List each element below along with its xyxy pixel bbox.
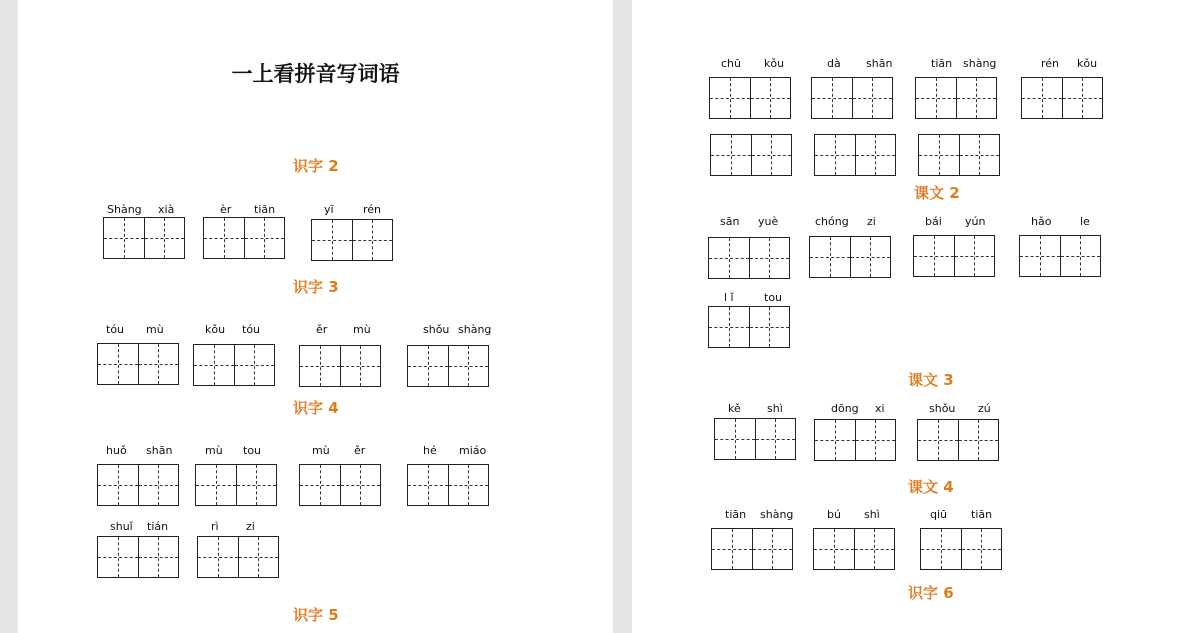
writing-grid[interactable]: [813, 528, 895, 570]
word-item: [709, 57, 793, 121]
word-item: [311, 203, 395, 263]
word-item: [920, 508, 1004, 572]
word-item: [97, 520, 181, 578]
pinyin-label: shǒu shàng: [423, 323, 492, 336]
word-item: [1021, 57, 1105, 121]
word-item: [97, 444, 181, 502]
writing-grid[interactable]: [193, 344, 275, 386]
writing-grid[interactable]: [711, 528, 793, 570]
pinyin-label: l ǐ tou: [724, 291, 783, 304]
word-item: [917, 402, 1001, 464]
pinyin-label: qiū tiān: [930, 508, 993, 521]
word-item: [1019, 215, 1103, 279]
writing-grid[interactable]: [1021, 77, 1103, 119]
pinyin-label: kě shì: [728, 402, 783, 415]
pinyin-label: bái yún: [925, 215, 986, 228]
pinyin-label: dà shān: [827, 57, 893, 70]
document-title: 一上看拼音写词语: [231, 62, 400, 86]
word-item: [915, 57, 999, 121]
writing-grid[interactable]: [811, 77, 893, 119]
section-heading: 识字 2: [293, 157, 339, 175]
pinyin-label: sān yuè: [720, 215, 779, 228]
pinyin-label: yī rén: [324, 203, 382, 216]
writing-grid[interactable]: [918, 134, 1000, 176]
word-item: [299, 444, 383, 502]
writing-grid[interactable]: [97, 464, 179, 506]
word-item: [193, 323, 277, 381]
writing-grid[interactable]: [103, 217, 185, 259]
pinyin-label: hé miáo: [423, 444, 487, 457]
document-page-right: [632, 0, 1198, 633]
section-heading: 课文 3: [908, 371, 954, 389]
pinyin-label: mù ěr: [312, 444, 366, 457]
writing-grid[interactable]: [915, 77, 997, 119]
word-item: [711, 508, 795, 572]
word-item: [407, 323, 491, 381]
pinyin-label: hǎo le: [1031, 215, 1090, 228]
writing-grid[interactable]: [1019, 235, 1101, 277]
writing-grid[interactable]: [920, 528, 1002, 570]
writing-grid[interactable]: [195, 464, 277, 506]
writing-grid[interactable]: [299, 464, 381, 506]
writing-grid[interactable]: [809, 236, 891, 278]
pinyin-label: tóu mù: [106, 323, 164, 336]
writing-grid[interactable]: [917, 419, 999, 461]
word-item: [407, 444, 491, 502]
word-item: [197, 520, 281, 578]
writing-grid[interactable]: [814, 134, 896, 176]
word-item: [708, 215, 792, 279]
section-heading: 课文 2: [914, 184, 960, 202]
writing-grid[interactable]: [97, 536, 179, 578]
section-heading: 识字 3: [293, 278, 339, 296]
word-item: [714, 402, 798, 464]
word-item: [811, 57, 895, 121]
word-item: [813, 508, 897, 572]
pinyin-label: rì zi: [211, 520, 255, 533]
writing-grid[interactable]: [407, 464, 489, 506]
pinyin-label: shuǐ tián: [110, 520, 169, 533]
pinyin-label: ěr mù: [316, 323, 371, 336]
word-item: [299, 323, 383, 381]
word-item: [809, 215, 893, 279]
word-item: [203, 203, 287, 261]
pinyin-label: rén kǒu: [1041, 57, 1098, 70]
word-item: [913, 215, 997, 279]
writing-grid[interactable]: [311, 219, 393, 261]
section-heading: 课文 4: [908, 478, 954, 496]
pinyin-label: Shàng xià: [107, 203, 175, 216]
writing-grid[interactable]: [299, 345, 381, 387]
pinyin-label: bú shì: [827, 508, 880, 521]
writing-grid[interactable]: [814, 419, 896, 461]
writing-grid[interactable]: [407, 345, 489, 387]
section-heading: 识字 6: [908, 584, 954, 602]
writing-grid[interactable]: [714, 418, 796, 460]
pinyin-label: kǒu tóu: [205, 323, 261, 336]
pinyin-label: èr tiān: [220, 203, 276, 216]
word-item: [195, 444, 279, 502]
pinyin-label: dōng xi: [831, 402, 885, 415]
word-item: [814, 402, 898, 464]
word-item: [103, 203, 187, 261]
writing-grid[interactable]: [913, 235, 995, 277]
section-heading: 识字 4: [293, 399, 339, 417]
pinyin-label: huǒ shān: [106, 444, 173, 457]
writing-grid[interactable]: [203, 217, 285, 259]
writing-grid[interactable]: [710, 134, 792, 176]
word-item: [97, 323, 181, 381]
writing-grid[interactable]: [197, 536, 279, 578]
word-item: [708, 291, 792, 351]
document-page-left: [18, 0, 613, 633]
writing-grid[interactable]: [709, 77, 791, 119]
writing-grid[interactable]: [708, 306, 790, 348]
pinyin-label: tiān shàng: [931, 57, 997, 70]
pinyin-label: shǒu zú: [929, 402, 991, 415]
pinyin-label: chū kǒu: [721, 57, 785, 70]
pinyin-label: tiān shàng: [725, 508, 794, 521]
pinyin-label: mù tou: [205, 444, 262, 457]
pinyin-label: chóng zi: [815, 215, 876, 228]
writing-grid[interactable]: [97, 343, 179, 385]
section-heading: 识字 5: [293, 606, 339, 624]
writing-grid[interactable]: [708, 237, 790, 279]
